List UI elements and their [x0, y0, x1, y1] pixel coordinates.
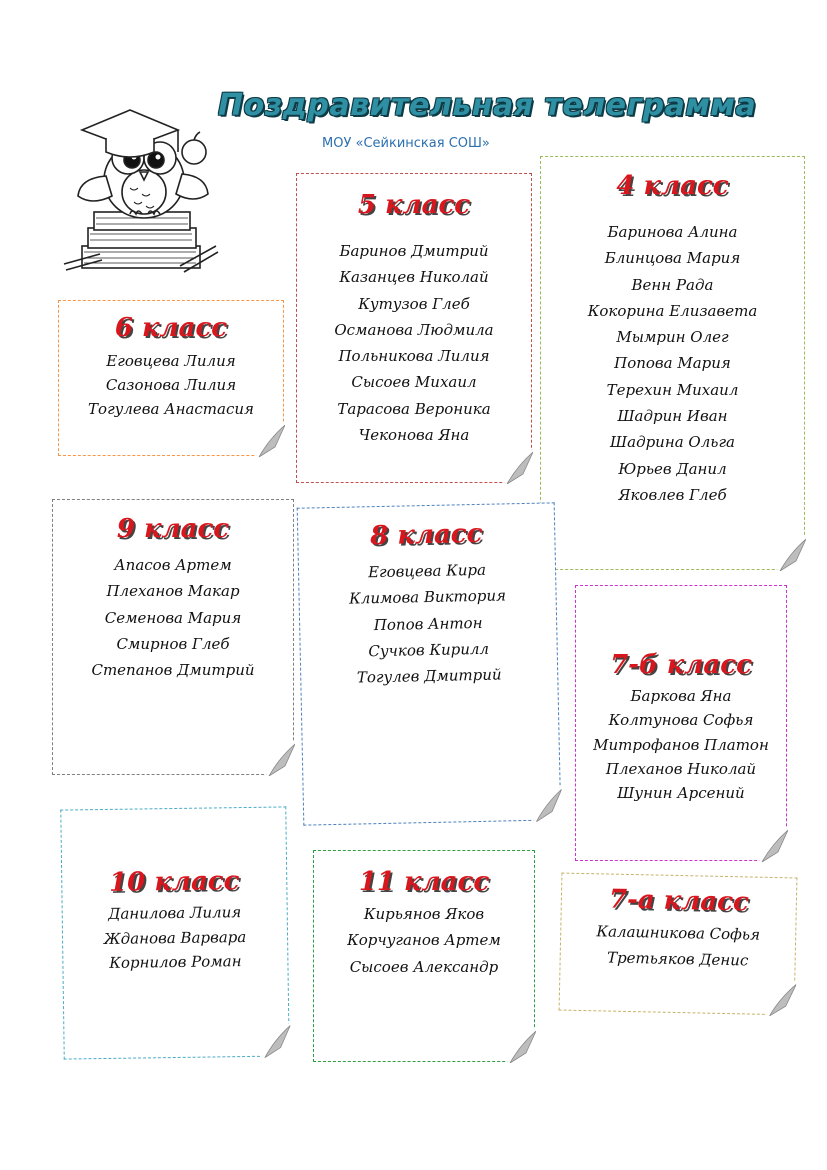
card-heading: 9 класс	[116, 514, 230, 544]
card-class-4	[540, 156, 805, 570]
list-item: Баринов Дмитрий	[339, 242, 489, 260]
list-item: Попова Мария	[614, 354, 731, 373]
card-class-11	[313, 850, 535, 1062]
list-item: Еговцева Лилия	[106, 352, 236, 370]
list-item: Баркова Яна	[630, 687, 732, 705]
card-class-7a	[559, 873, 798, 1016]
card-class-9	[52, 499, 294, 775]
list-item: Калашникова Софья	[596, 922, 761, 944]
card-class-6	[58, 300, 284, 456]
list-item: Смирнов Глеб	[116, 634, 230, 653]
list-item: Митрофанов Платон	[593, 735, 769, 754]
list-item: Плеханов Николай	[605, 759, 757, 778]
card-class-7b	[575, 585, 787, 861]
card-class-5	[296, 173, 532, 483]
page-curl-icon	[532, 785, 563, 822]
owl-illustration	[60, 96, 220, 276]
list-item: Яковлев Глеб	[618, 485, 727, 504]
card-heading: 8 класс	[369, 518, 483, 552]
card-heading: 5 класс	[357, 190, 471, 220]
list-item: Юрьев Данил	[618, 459, 727, 478]
page-curl-icon	[776, 535, 806, 571]
card-heading: 7-а класс	[608, 884, 750, 918]
page-curl-icon	[758, 826, 788, 862]
card-class-10	[60, 806, 289, 1059]
card-class-8	[297, 502, 562, 825]
list-item: Терехин Михаил	[606, 380, 739, 399]
list-item: Степанов Дмитрий	[91, 661, 255, 680]
card-heading: 11 класс	[358, 867, 490, 897]
list-item: Шадрина Ольга	[610, 433, 735, 452]
list-item: Корчуганов Артем	[347, 931, 501, 950]
page-curl-icon	[255, 421, 285, 457]
name-list	[560, 918, 795, 975]
name-list	[63, 899, 288, 976]
list-item: Польникова Лилия	[338, 347, 490, 366]
page-title: Поздравительная телеграмма	[218, 88, 757, 123]
list-item: Третьяков Денис	[606, 948, 749, 970]
list-item: Сучков Кирилл	[368, 639, 490, 661]
list-item: Венн Рада	[631, 275, 714, 294]
card-heading: 7-б класс	[610, 650, 752, 680]
list-item: Семенова Мария	[104, 608, 242, 627]
list-item: Данилова Лилия	[108, 903, 242, 923]
list-item: Жданова Варвара	[103, 927, 247, 948]
name-list	[59, 349, 283, 421]
page-curl-icon	[265, 740, 295, 776]
list-item: Чеконова Яна	[358, 426, 470, 445]
list-item: Кирьянов Яков	[363, 905, 485, 923]
list-item: Баринова Алина	[607, 223, 738, 241]
name-list	[299, 555, 558, 692]
card-heading: 6 класс	[114, 313, 228, 343]
name-list	[314, 901, 534, 980]
list-item: Колтунова Софья	[608, 711, 754, 730]
card-heading: 10 класс	[108, 866, 240, 898]
list-item: Шадрин Иван	[617, 407, 728, 426]
list-item: Кутузов Глеб	[358, 294, 470, 313]
name-list	[541, 219, 804, 508]
list-item: Еговцева Кира	[367, 560, 487, 582]
page-curl-icon	[503, 448, 533, 484]
card-heading: 4 класс	[616, 171, 729, 201]
list-item: Тарасова Вероника	[337, 399, 491, 418]
list-item: Сысоев Михаил	[351, 373, 477, 392]
list-item: Попов Антон	[373, 613, 483, 634]
list-item: Плеханов Макар	[106, 582, 240, 601]
name-list	[576, 684, 786, 805]
list-item: Тогулев Дмитрий	[356, 665, 502, 687]
name-list	[297, 238, 531, 448]
name-list	[53, 552, 293, 683]
list-item: Казанцев Николай	[339, 268, 489, 287]
page-curl-icon	[506, 1027, 536, 1063]
list-item: Сазонова Лилия	[105, 376, 237, 394]
page-curl-icon	[766, 980, 797, 1017]
page-curl-icon	[260, 1021, 290, 1057]
list-item: Блинцова Мария	[604, 249, 741, 268]
list-item: Османова Людмила	[334, 320, 494, 339]
list-item: Апасов Артем	[114, 556, 232, 574]
list-item: Мымрин Олег	[616, 328, 729, 347]
list-item: Корнилов Роман	[109, 952, 242, 972]
school-name: МОУ «Сейкинская СОШ»	[322, 136, 490, 151]
list-item: Сысоев Александр	[349, 957, 499, 976]
list-item: Климова Виктория	[349, 586, 507, 608]
list-item: Шунин Арсений	[617, 784, 745, 803]
list-item: Кокорина Елизавета	[587, 301, 758, 320]
list-item: Тогулева Анастасия	[88, 400, 254, 418]
